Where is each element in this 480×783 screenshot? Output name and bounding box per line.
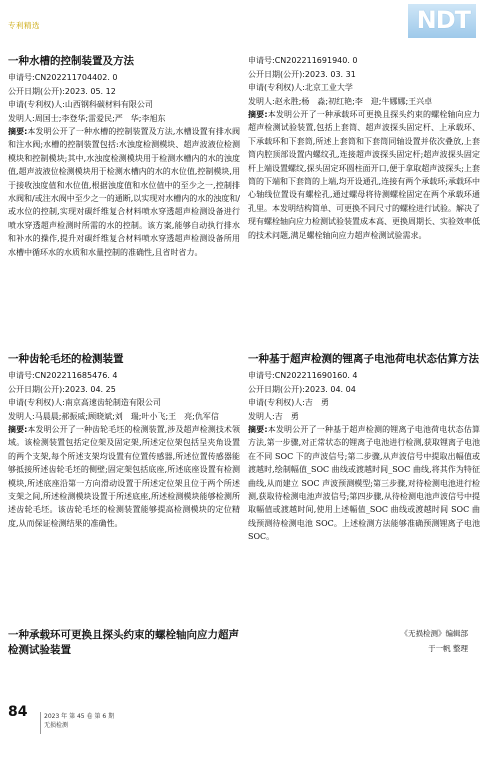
article-title: 一种齿轮毛坯的检测装置 — [8, 353, 124, 365]
page-number: 84 — [8, 704, 28, 720]
applicant: 申请(专利权)人:南京高速齿轮制造有限公司 — [8, 398, 161, 407]
editor-note — [401, 626, 469, 656]
abstract-text: 本发明公开了一种水槽的控制装置及方法,水槽设置有排水阀和注水阀;水槽的控制装置包括:水浊度检测模块、超声波液位检测模块和控制模块;其中,水浊度检测模块用于检测水槽内的水的浊度值,超声波液位检测模块用于检测水槽内的水的水位值,控制模块,用于接收浊度值和水位值,根据浊度值和水位值中的至少之一,控制排水阀和/或注水阀中至少之一的通断,以实现对水槽内的水的浊度和/或水位的控制,实现对碳纤维复合材料喷水穿透超声检测设备进行喷水穿透超声检测时所需的水的控制。该方案,能够自动执行排水和补水的操作,提升对碳纤维复合材料喷水穿透超声检测设备所用水槽中循环水的水质和水量控制的准确性,且省时省力。 — [8, 127, 240, 257]
article-title: 一种承载环可更换且探头约束的螺栓轴向应力超声检测试验装置 — [8, 629, 239, 656]
editor-compiler: 于一帆 整理 — [428, 644, 468, 653]
abstract-label: 摘要: — [8, 425, 28, 434]
inventors: 发明人:吉 勇 — [248, 411, 299, 421]
section-tag: 专利精选 — [8, 21, 40, 30]
article-lithium-battery — [248, 352, 480, 544]
publication-date: 公开日期(公开):2023. 03. 31 — [248, 69, 356, 79]
application-number: 申请号:CN202211704402. 0 — [8, 73, 118, 82]
journal-name: 无损检测 — [44, 722, 69, 729]
abstract-label: 摘要: — [8, 127, 28, 136]
abstract-label: 摘要: — [248, 110, 268, 119]
abstract-label: 摘要: — [248, 425, 268, 434]
abstract-text: 本发明公开了一种齿轮毛坯的检测装置,涉及超声检测技术领域。该检测装置包括定位架及固定架,所述定位架包括呈夹角设置的两个支架,每个所述支架均设置有位置传感器,所述位置传感器能够抵接所述齿轮毛坯的侧壁;固定架包括底座,所述底座设置有检测模块,所述底座沿第一方向滑动设置于所述定位架且位于两个所述支架之间,所述检测模块设置于所述底座,所述检测模块能够检测所述齿轮毛坯。该齿轮毛坯的检测装置能够提高检测模块的定位精度,从而保证检测结果的准确性。 — [8, 425, 240, 528]
footer-info — [44, 712, 114, 730]
inventors: 发明人:马晨晨;郝振威;顾晓斌;刘 瑞;叶小飞;王 亮;仇军信 — [8, 411, 219, 421]
abstract — [248, 108, 480, 242]
publication-date: 公开日期(公开):2023. 04. 04 — [248, 384, 356, 394]
issue-info: 2023 年 第 45 卷 第 6 期 — [44, 713, 115, 720]
applicant: 申请(专利权)人:吉 勇 — [248, 398, 329, 407]
article-bolt-stress — [248, 54, 480, 242]
application-number: 申请号:CN202211691940. 0 — [248, 56, 358, 65]
article-title: 一种水槽的控制装置及方法 — [8, 55, 134, 67]
editor-department: 《无损检测》编辑部 — [400, 629, 468, 638]
abstract-text: 本发明公开了一种基于超声检测的锂离子电池荷电状态估算方法,第一步骤,对正常状态的锂离子电池进行检测,获取锂离子电池在不同 SOC 下的声波信号;第二步骤,从声波信号中提取出幅值或渡越时,绘制幅值_SOC 曲线或渡越时间_SOC 曲线,将其作为特征曲线,从而建立 SOC 声波预测模型;第三步骤,对待检测电池进行检测,获取待检测电池声波信号;第四步骤,从待检测电池声波信号中提取幅值或渡越时间,使用上述幅值_SOC 曲线或渡越时间 SOC 曲线预测待检测电池 SOC。上述检测方法能够准确预测锂离子电池 SOC。 — [248, 425, 480, 542]
application-number: 申请号:CN202211690160. 4 — [248, 371, 358, 380]
application-number: 申请号:CN202211685476. 4 — [8, 371, 118, 380]
article-bolt-stress-title — [8, 628, 240, 660]
inventors: 发明人:周国士;李登华;雷爱民;严 华;李旭东 — [8, 113, 166, 123]
applicant: 申请(专利权)人:山西钢科碳材料有限公司 — [8, 100, 153, 109]
abstract — [8, 423, 240, 530]
abstract — [248, 423, 480, 544]
applicant: 申请(专利权)人:北京工业大学 — [248, 83, 353, 92]
publication-date: 公开日期(公开):2023. 05. 12 — [8, 86, 116, 96]
ndt-logo — [408, 4, 476, 38]
abstract — [8, 125, 240, 259]
abstract-text: 本发明公开了一种承载环可更换且探头约束的螺栓轴向应力超声检测试验装置,包括上套筒、超声波探头固定杆、上承载环、下承载环和下套筒,所述上套筒和下套筒同轴设置并依次叠放,上套筒内腔顶部设置内螺纹孔,连接超声波探头固定杆;超声波探头固定杆上端设置螺纹,探头固定环圆柱面开口,便于拿取超声波探头;上套筒的下端和下套筒的上端,均开设通孔,连接有两个承载环;承载环中心轴线位置设有螺栓孔,通过螺母将待测螺栓固定在两个承载环通孔里。本发明结构简单、可更换不同尺寸的螺栓进行试验。解决了现有螺栓轴向应力检测试验装置成本高、更换周期长、实验效率低的技术问题,满足螺栓轴向应力超声检测试验需求。 — [248, 110, 480, 240]
inventors: 发明人:赵永胜;杨 淼;初红艳;李 迎;牛娜娜;王兴卓 — [248, 96, 433, 106]
article-gear-blank — [8, 352, 240, 530]
article-title: 一种基于超声检测的锂离子电池荷电状态估算方法 — [248, 353, 479, 365]
logo-text: NDT — [416, 6, 470, 34]
page-header — [0, 0, 480, 42]
article-water-tank — [8, 54, 240, 259]
footer-divider — [40, 712, 41, 734]
publication-date: 公开日期(公开):2023. 04. 25 — [8, 384, 116, 394]
